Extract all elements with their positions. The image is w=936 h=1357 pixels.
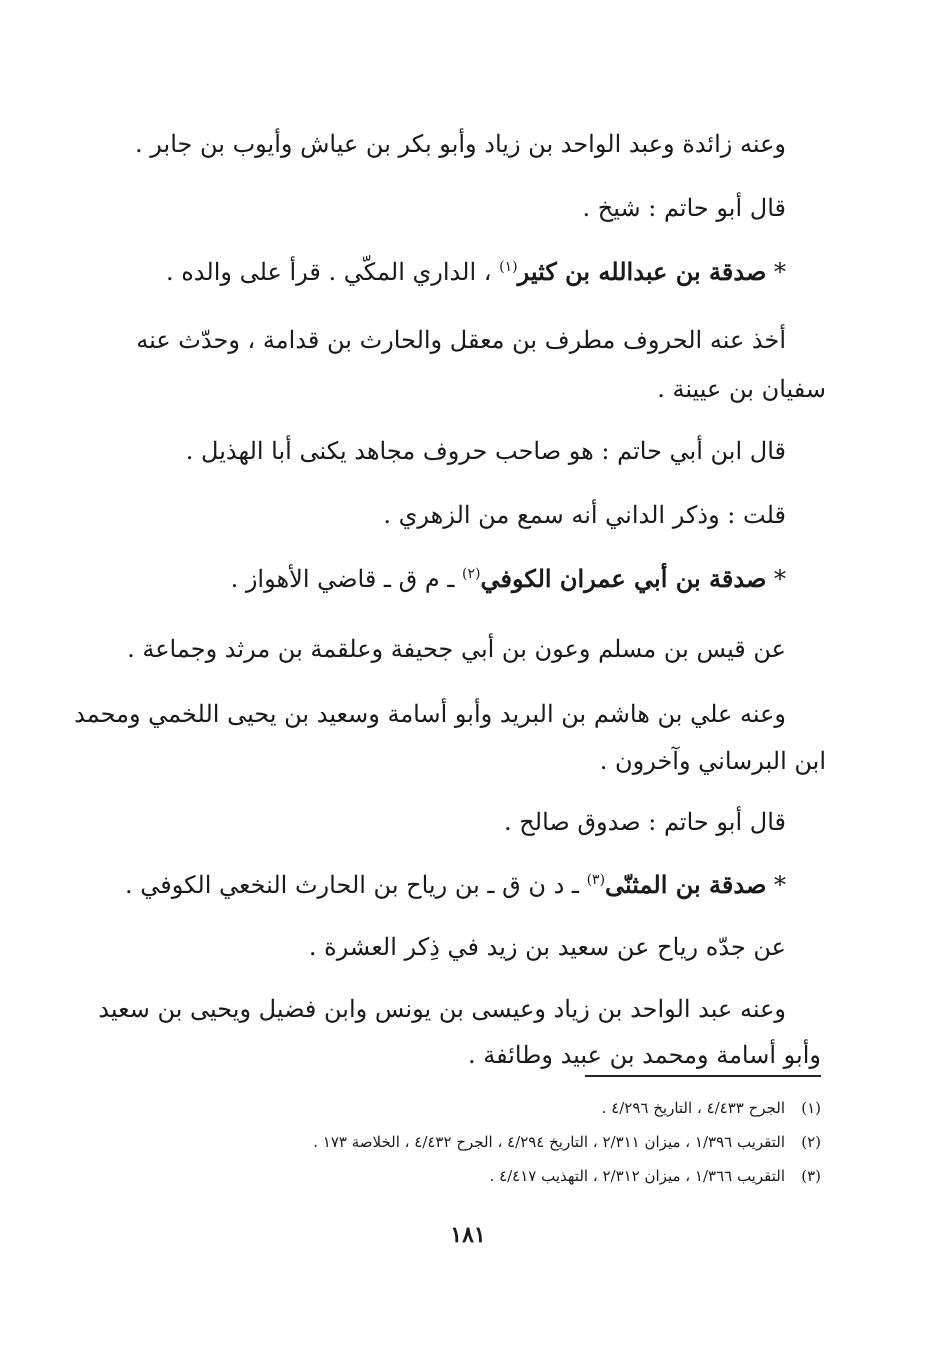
text-line: وعنه عبد الواحد بن زياد وعيسى بن يونس وابن فضيل ويحيى بن سعيد: [98, 995, 786, 1023]
footnote: [602, 1097, 821, 1119]
text-line: ابن البرساني وآخرون .: [599, 747, 826, 775]
footnote-number: (٣): [801, 1167, 821, 1185]
text-line: قلت : وذكر الداني أنه سمع من الزهري .: [383, 501, 786, 529]
footnote: [313, 1131, 821, 1153]
entry-description: ، الداري المكّي . قرأ على والده .: [165, 258, 492, 286]
entry-name: صدقة بن المثنّى: [605, 870, 767, 899]
footnote-text: التقريب ١/٣٦٦ ، ميزان ٢/٣١٢ ، التهذيب ٤/٤١٧ .: [489, 1167, 785, 1185]
footnote-number: (١): [801, 1099, 821, 1117]
text-line: قال أبو حاتم : صدوق صالح .: [504, 808, 786, 836]
footnote-separator: [585, 1075, 821, 1077]
footnote-ref: (١): [499, 259, 518, 275]
footnote-text: الجرح ٤/٤٣٣ ، التاريخ ٤/٢٩٦ .: [601, 1099, 785, 1117]
entry-name: صدقة بن عبدالله بن كثير: [517, 257, 767, 286]
footnote-ref: (٢): [462, 566, 481, 582]
text-line: وأبو أسامة ومحمد بن عبيد وطائفة .: [467, 1041, 821, 1069]
entry-description: ـ م ق ـ قاضي الأهواز .: [230, 565, 455, 593]
entry-heading: [231, 562, 786, 596]
entry-name: صدقة بن أبي عمران الكوفي: [480, 564, 767, 593]
text-line: سفيان بن عيينة .: [657, 375, 826, 403]
footnote-number: (٢): [801, 1133, 821, 1151]
text-line: وعنه زائدة وعبد الواحد بن زياد وأبو بكر بن عياش وأيوب بن جابر .: [135, 130, 786, 158]
footnote-text: التقريب ١/٣٩٦ ، ميزان ٢/٣١١ ، التاريخ ٤/٢٩٤ ، الجرح ٤/٤٣٢ ، الخلاصة ١٧٣ .: [313, 1133, 785, 1151]
footnote: [490, 1165, 821, 1187]
text-line: وعنه علي بن هاشم بن البريد وأبو أسامة وسعيد بن يحيى اللخمي ومحمد: [74, 700, 786, 728]
entry-marker: *: [774, 871, 786, 899]
entry-marker: *: [774, 565, 786, 593]
text-line: أخذ عنه الحروف مطرف بن معقل والحارث بن قدامة ، وحدّث عنه: [136, 326, 786, 354]
entry-description: ـ د ن ق ـ بن رياح بن الحارث النخعي الكوفي .: [125, 871, 579, 899]
entry-marker: *: [774, 258, 786, 286]
footnote-ref: (٣): [586, 872, 606, 888]
text-line: عن قيس بن مسلم وعون بن أبي جحيفة وعلقمة بن مرثد وجماعة .: [127, 635, 786, 663]
text-line: عن جدّه رياح عن سعيد بن زيد في ذِكر العشرة .: [308, 933, 786, 961]
page-number: ١٨١: [450, 1222, 486, 1248]
text-line: قال أبو حاتم : شيخ .: [582, 194, 786, 222]
entry-heading: [166, 255, 786, 289]
entry-heading: [125, 868, 786, 902]
text-line: قال ابن أبي حاتم : هو صاحب حروف مجاهد يكنى أبا الهذيل .: [185, 437, 786, 465]
